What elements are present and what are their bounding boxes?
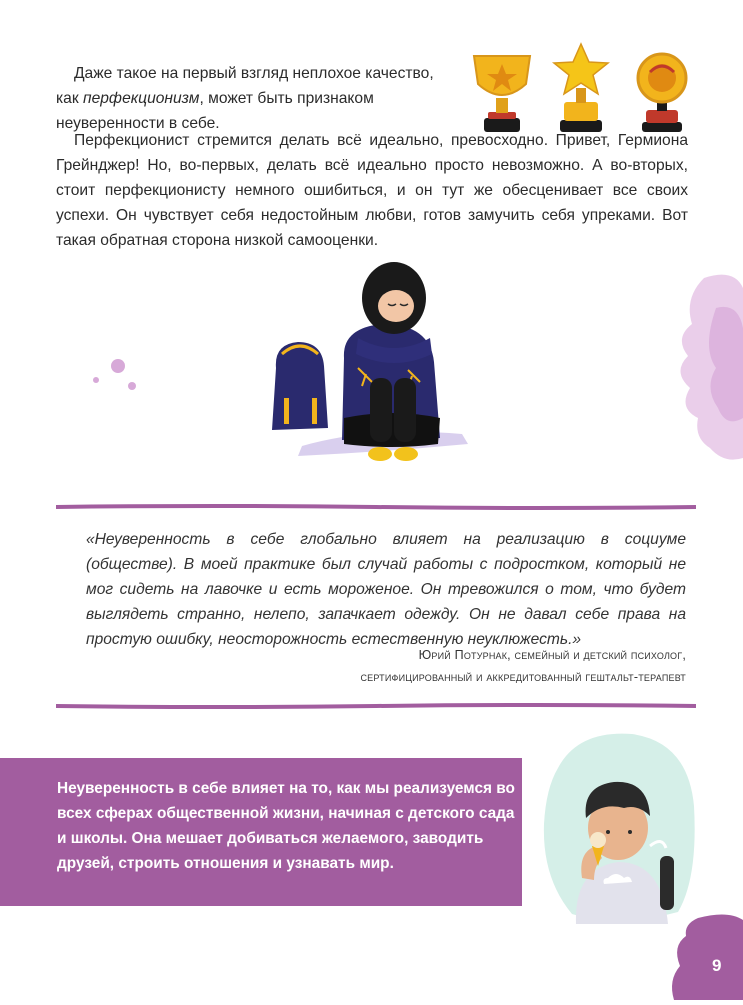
perfectionist-paragraph: Перфекционист стремится делать всё идеально, превосходно. Привет, Гермиона Грейнджер! Но, во-первых, делать всё идеально просто невозможно. А во-вторых, стоит перфекционисту немного ошибиться, и он тут же обесценивает все своих успехи. Он чувствует себя недостойным любви, готов замучить себя упреками. Вот такая обратная сторона низкой самооценки. — [56, 132, 688, 249]
trophies-illustration — [460, 40, 700, 140]
shield-trophy-icon — [474, 56, 530, 132]
perfectionism-term: перфекционизм — [83, 90, 200, 107]
sad-girl-illustration — [262, 258, 482, 470]
intro-paragraph — [56, 61, 448, 136]
page-number-splash — [668, 910, 743, 1000]
quote-author: Юрий Потурнак, семейный и детский психолог, — [418, 648, 686, 662]
boy-icecream-illustration — [538, 728, 698, 924]
psychologist-quote: «Неуверенность в себе глобально влияет на реализацию в социуме (обществе). В моей практике был случай работы с подростком, который не мог сидеть на лавочке и есть мороженое. Он тревожился о том, что будет выглядеть странно, нелепо, запачкает одежду. Он не давал себе права на простую ошибку, неосторожность естественную неуклюжесть.» — [86, 531, 686, 648]
paint-splash-decoration — [664, 268, 743, 464]
paint-dots-decoration — [88, 356, 148, 396]
star-trophy-icon — [554, 44, 608, 132]
quote-author-credentials: сертифицированный и аккредитованный гештальт-терапевт — [360, 670, 686, 684]
divider-bottom — [56, 703, 696, 709]
divider-top — [56, 504, 696, 510]
medal-trophy-icon — [638, 54, 686, 132]
intro-text-start: Даже такое на первый взгляд неплохое качество, как — [56, 65, 434, 107]
callout-text: Неуверенность в себе влияет на то, как мы реализуемся во всех сферах общественной жизни, начиная с детского сада и школы. Она мешает добиваться желаемого, заводить друзей, строить отношения и узнавать мир. — [57, 780, 515, 872]
intro-text-end: , может быть признаком неуверенности в себе. — [56, 90, 374, 132]
backpack-icon — [272, 342, 328, 430]
page-number: 9 — [712, 956, 722, 975]
